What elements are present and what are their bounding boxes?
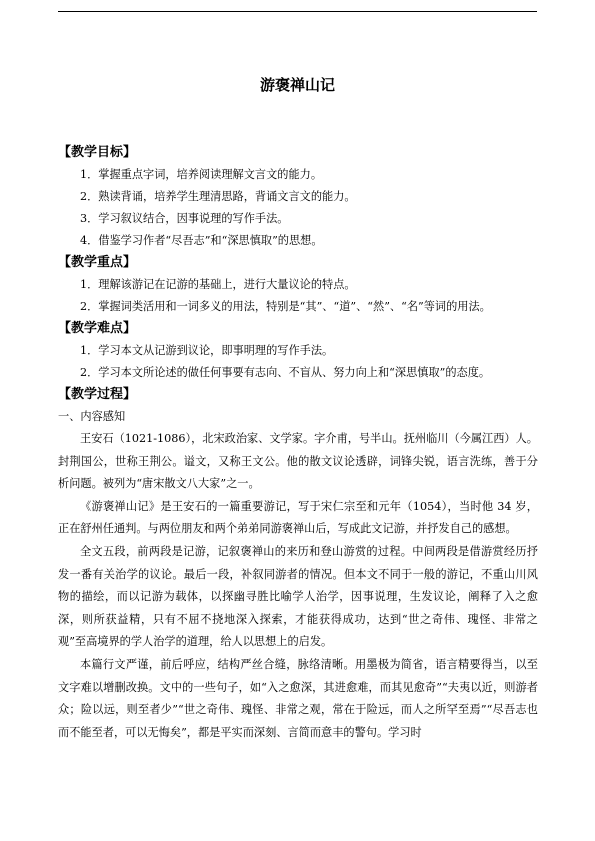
section-heading: 【教学难点】	[58, 321, 137, 336]
list-item: 2．学习本文所论述的做任何事要有志向、不盲从、努力向上和“深思慎取”的态度。	[80, 366, 491, 379]
section-heading: 【教学目标】	[58, 145, 137, 160]
paragraph: 王安石（1021-1086），北宋政治家、文学家。字介甫，号半山。抚州临川（今属江西）人。封荆国公，世称王荆公。谥文，又称王文公。他的散文议论透辟，词锋尖锐，语言洗练，善于分析问题。被列为“唐宋散文八大家”之一。	[58, 432, 538, 491]
section-heading: 【教学重点】	[58, 255, 137, 270]
document-body	[58, 142, 538, 744]
paragraph: 本篇行文严谨，前后呼应，结构严丝合缝，脉络清晰。用墨极为简省，语言精要得当，以至文字难以增删改换。文中的一些句子，如“入之愈深，其进愈难，而其见愈奇”“夫夷以近，则游者众；险以远，则至者少”“世之奇伟、瑰怪、非常之观，常在于险远，而人之所罕至焉”“尽吾志也而不能至者，可以无悔矣”，都是平实而深刻、言简而意丰的警句。学习时	[58, 657, 538, 739]
list-item: 1．掌握重点字词，培养阅读理解文言文的能力。	[80, 168, 323, 181]
list-item: 2．熟读背诵，培养学生理清思路，背诵文言文的能力。	[80, 190, 356, 203]
section-process	[58, 384, 538, 744]
header-rule	[58, 11, 537, 12]
section-difficulties	[58, 318, 538, 384]
section-heading: 【教学过程】	[58, 387, 137, 402]
list-item: 2．掌握词类活用和一词多义的用法，特别是“其”、“道”、“然”、“名”等词的用法。	[80, 300, 491, 313]
sub-heading: 一、内容感知	[58, 410, 126, 423]
list-item: 1．学习本文从记游到议论，即事明理的写作手法。	[80, 344, 334, 357]
list-item: 3．学习叙议结合，因事说理的写作手法。	[80, 212, 289, 225]
paragraph: 《游褒禅山记》是王安石的一篇重要游记，写于宋仁宗至和元年（1054），当时他 34 岁，正在舒州任通判。与两位朋友和两个弟弟同游褒禅山后，写成此文记游，并抒发自己的感想。	[58, 499, 538, 536]
list-item: 1．理解该游记在记游的基础上，进行大量议论的特点。	[80, 278, 356, 291]
section-goals	[58, 142, 538, 252]
document-title: 游褒禅山记	[259, 76, 335, 94]
paragraph: 全文五段，前两段是记游，记叙褒禅山的来历和登山游赏的过程。中间两段是借游赏经历抒发一番有关治学的议论。最后一段，补叙同游者的情况。但本文不同于一般的游记，不重山川风物的描绘，而以记游为载体，以探幽寻胜比喻学人治学，因事说理，生发议论，阐释了入之愈深，则所获益精，只有不屈不挠地深入探索，才能获得成功，达到“世之奇伟、瑰怪、非常之观”至高境界的学人治学的道理，给人以思想上的启发。	[58, 544, 538, 649]
section-key-points	[58, 252, 538, 318]
list-item: 4．借鉴学习作者“尽吾志”和“深思慎取”的思想。	[80, 234, 323, 247]
